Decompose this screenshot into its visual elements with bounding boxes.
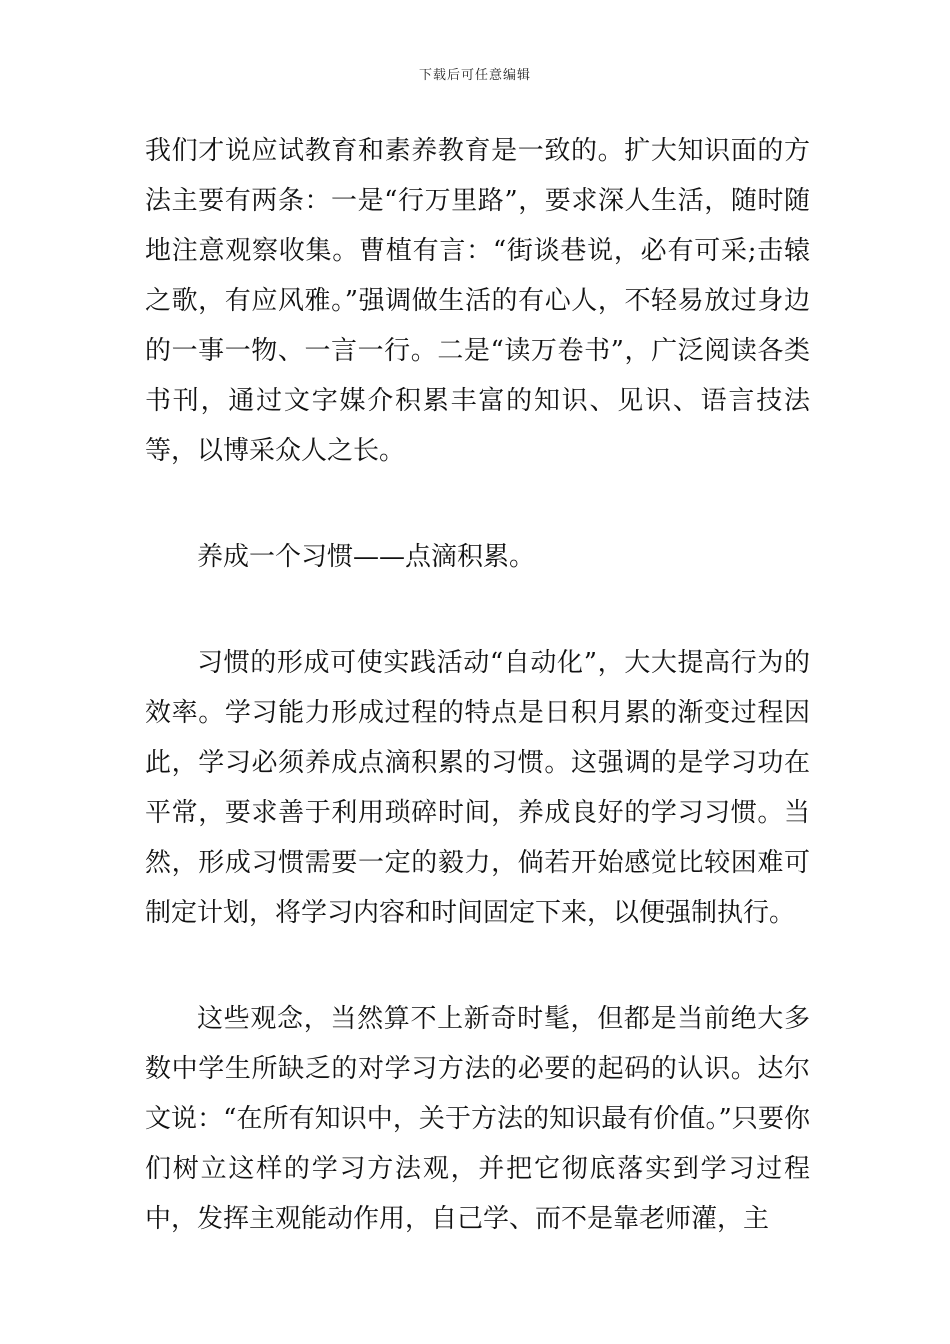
paragraph-gap bbox=[145, 476, 810, 532]
page-header-note: 下载后可任意编辑 bbox=[418, 68, 531, 83]
paragraph-gap bbox=[145, 938, 810, 994]
paragraph-1: 我们才说应试教育和素养教育是一致的。扩大知识面的方法主要有两条：一是“行万里路”，要求深人生活，随时随地注意观察收集。曹植有言：“街谈巷说，必有可采;击辕之歌，有应风雅。”强调做生活的有心人，不轻易放过身边的一事一物、一言一行。二是“读万卷书”，广泛阅读各类书刊，通过文字媒介积累丰富的知识、见识、语言技法等，以博采众人之长。 bbox=[145, 136, 810, 466]
paragraph-gap bbox=[145, 582, 810, 638]
document-body bbox=[145, 126, 810, 1244]
section-heading: 养成一个习惯——点滴积累。 bbox=[197, 542, 536, 572]
paragraph-2: 习惯的形成可使实践活动“自动化”，大大提高行为的效率。学习能力形成过程的特点是日积月累的渐变过程因此，学习必须养成点滴积累的习惯。这强调的是学习功在平常，要求善于利用琐碎时间，养成良好的学习习惯。当然，形成习惯需要一定的毅力，倘若开始感觉比较困难可制定计划，将学习内容和时间固定下来，以便强制执行。 bbox=[145, 648, 810, 928]
paragraph-3: 这些观念，当然算不上新奇时髦，但都是当前绝大多数中学生所缺乏的对学习方法的必要的起码的认识。达尔文说：“在所有知识中，关于方法的知识最有价值。”只要你们树立这样的学习方法观，并把它彻底落实到学习过程中，发挥主观能动作用，自己学、而不是靠老师灌，主 bbox=[145, 1004, 810, 1234]
